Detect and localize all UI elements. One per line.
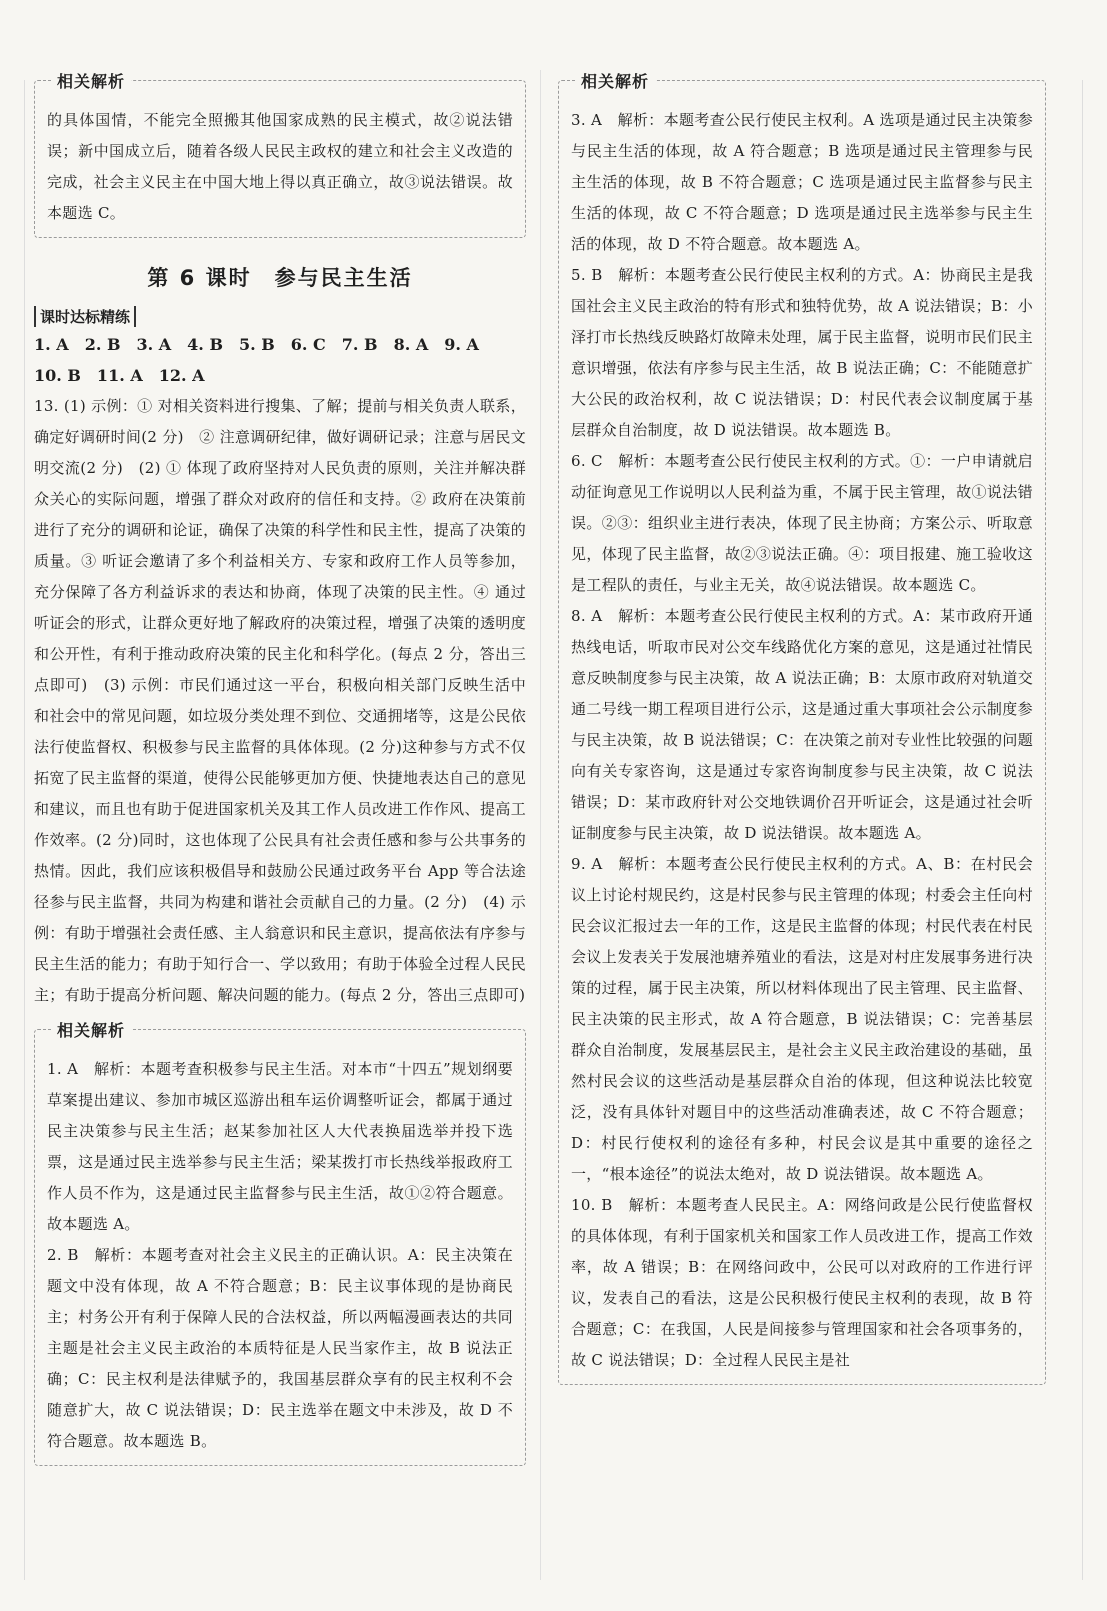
- answer-key-line-2: 10. B 11. A 12. A: [34, 366, 205, 385]
- analysis-box-right: [558, 72, 1046, 1385]
- left-page-edge: [0, 80, 25, 1580]
- analysis-item-9: 9. A 解析：本题考查公民行使民主权利的方式。A、B：在村民会议上讨论村规民约，这是村民参与民主管理的体现；村委会主任向村民会议汇报过去一年的工作，这是民主监督的体现；村民代表在村民会议上发表关于发展池塘养殖业的看法，这是对村庄发展事务进行决策的过程，属于民主决策，所以材料体现出了民主管理、民主监督、民主决策的民主形式，故 A 符合题意，B 说法错误；C：完善基层群众自治制度，发展基层民主，是社会主义民主政治建设的基础，虽然村民会议的这些活动是基层群众自治的体现，但这种说法比较宽泛，没有具体针对题目中的这些活动准确表述，故 C 不符合题意；D：村民行使权利的途径有多种，村民会议是其中重要的途径之一，“根本途径”的说法太绝对，故 D 说法错误。故本题选 A。: [571, 855, 1033, 1183]
- analysis-label: 相关解析: [575, 69, 655, 92]
- left-column: [34, 70, 526, 1466]
- analysis-box-top: [34, 72, 526, 238]
- analysis-label: 相关解析: [51, 69, 131, 92]
- right-page-edge: [1082, 80, 1107, 1580]
- question-13-answer: 13. (1) 示例：① 对相关资料进行搜集、了解；提前与相关负责人联系，确定好调研时间(2 分) ② 注意调研纪律，做好调研记录；注意与居民文明交流(2 分) (2) ① 体现了政府坚持对人民负责的原则，关注并解决群众关心的实际问题，增强了群众对政府的信任和支持。② 政府在决策前进行了充分的调研和论证，确保了决策的科学性和民主性，提高了决策的质量。③ 听证会邀请了多个利益相关方、专家和政府工作人员等参加，充分保障了各方利益诉求的表达和协商，体现了决策的民主性。④ 通过听证会的形式，让群众更好地了解政府的决策过程，增强了决策的透明度和公开性，有利于推动政府决策的民主化和科学化。(每点 2 分，答出三点即可) (3) 示例：市民们通过这一平台，积极向相关部门反映生活中和社会中的常见问题，如垃圾分类处理不到位、交通拥堵等，这是公民依法行使监督权、积极参与民主监督的具体体现。(2 分)这种参与方式不仅拓宽了民主监督的渠道，使得公民能够更加方便、快捷地表达自己的意见和建议，而且也有助于促进国家机关及其工作人员改进工作作风、提高工作效率。(2 分)同时，这也体现了公民具有社会责任感和参与公共事务的热情。因此，我们应该积极倡导和鼓励公民通过政务平台 App 等合法途径参与民主监督，共同为构建和谐社会贡献自己的力量。(2 分) (4) 示例：有助于增强社会责任感、主人翁意识和民主意识，提高依法有序参与民主生活的能力；有助于知行合一、学以致用；有助于体验全过程人民民主；有助于提高分析问题、解决问题的能力。(每点 2 分，答出三点即可): [34, 397, 526, 1004]
- analysis-label: 相关解析: [51, 1018, 131, 1041]
- analysis-item-3: 3. A 解析：本题考查公民行使民主权利。A 选项是通过民主决策参与民主生活的体现，故 A 符合题意；B 选项是通过民主管理参与民主生活的体现，故 B 不符合题意；C 选项是通过民主监督参与民主生活的体现，故 C 不符合题意；D 选项是通过民主选举参与民主生活的体现，故 D 不符合题意。故本题选 A。: [571, 111, 1033, 253]
- analysis-item-2: 2. B 解析：本题考查对社会主义民主的正确认识。A：民主决策在题文中没有体现，故 A 不符合题意；B：民主议事体现的是协商民主；村务公开有利于保障人民的合法权益，所以两幅漫画表达的共同主题是社会主义民主政治的本质特征是人民当家作主，故 B 说法正确；C：民主权利是法律赋予的，我国基层群众享有的民主权利不会随意扩大，故 C 说法错误；D：民主选举在题文中未涉及，故 D 不符合题意。故本题选 B。: [47, 1246, 513, 1450]
- analysis-box-bottom: [34, 1021, 526, 1466]
- analysis-text: 的具体国情，不能完全照搬其他国家成熟的民主模式，故②说法错误；新中国成立后，随着各级人民民主政权的建立和社会主义改造的完成，社会主义民主在中国大地上得以真正确立，故③说法错误。故本题选 C。: [47, 111, 513, 222]
- answer-key-line-1: 1. A 2. B 3. A 4. B 5. B 6. C 7. B 8. A 9. A: [34, 335, 479, 354]
- column-divider: [540, 70, 541, 1580]
- analysis-item-6: 6. C 解析：本题考查公民行使民主权利的方式。①：一户申请就启动征询意见工作说明以人民利益为重，不属于民主管理，故①说法错误。②③：组织业主进行表决，体现了民主协商；方案公示、听取意见，体现了民主监督，故②③说法正确。④：项目报建、施工验收这是工程队的责任，与业主无关，故④说法错误。故本题选 C。: [571, 452, 1033, 594]
- section-tag: 课时达标精练: [34, 306, 136, 327]
- lesson-title: 第 6 课时 参与民主生活: [147, 266, 413, 290]
- analysis-item-10: 10. B 解析：本题考查人民民主。A：网络问政是公民行使监督权的具体体现，有利于国家机关和国家工作人员改进工作，提高工作效率，故 A 错误；B：在网络问政中，公民可以对政府的工作进行评议，发表自己的看法，这是公民积极行使民主权利的表现，故 B 符合题意；C：在我国，人民是间接参与管理国家和社会各项事务的，故 C 说法错误；D：全过程人民民主是社: [571, 1196, 1033, 1369]
- right-column: [558, 70, 1046, 1385]
- analysis-item-5: 5. B 解析：本题考查公民行使民主权利的方式。A：协商民主是我国社会主义民主政治的特有形式和独特优势，故 A 说法错误；B：小泽打市长热线反映路灯故障未处理，属于民主监督，说明市民们民主意识增强，依法有序参与民主生活，故 B 说法正确；C：不能随意扩大公民的政治权利，故 C 说法错误；D：村民代表会议制度属于基层群众自治制度，故 D 说法错误。故本题选 B。: [571, 266, 1033, 439]
- analysis-item-1: 1. A 解析：本题考查积极参与民主生活。对本市“十四五”规划纲要草案提出建议、参加市城区巡游出租车运价调整听证会，都属于通过民主决策参与民主生活；赵某参加社区人大代表换届选举并投下选票，这是通过民主选举参与民主生活；梁某拨打市长热线举报政府工作人员不作为，这是通过民主监督参与民主生活，故①②符合题意。故本题选 A。: [47, 1060, 513, 1233]
- analysis-item-8: 8. A 解析：本题考查公民行使民主权利的方式。A：某市政府开通热线电话，听取市民对公交车线路优化方案的意见，这是通过社情民意反映制度参与民主决策，故 A 说法正确；B：太原市政府对轨道交通二号线一期工程项目进行公示，这是通过重大事项社会公示制度参与民主决策，故 B 说法错误；C：在决策之前对专业性比较强的问题向有关专家咨询，这是通过专家咨询制度参与民主决策，故 C 说法错误；D：某市政府针对公交地铁调价召开听证会，这是通过社会听证制度参与民主决策，故 D 说法错误。故本题选 A。: [571, 607, 1033, 842]
